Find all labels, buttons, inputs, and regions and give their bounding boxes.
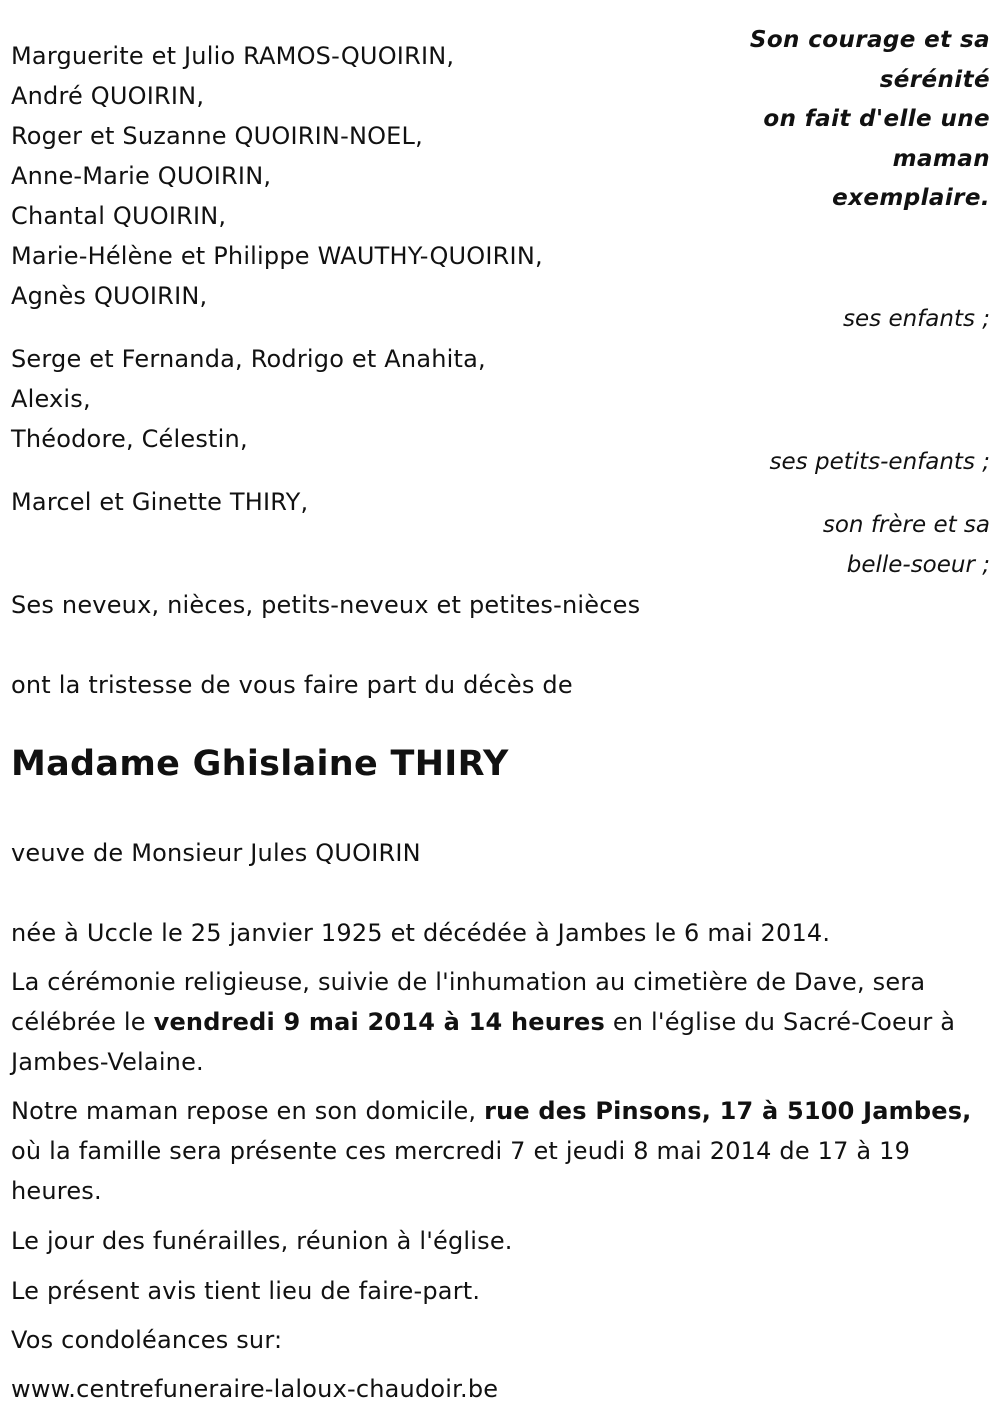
child-line: Marie-Hélène et Philippe WAUTHY-QUOIRIN, [11,242,543,270]
sibling-line: Marcel et Ginette THIRY, [11,488,309,516]
notice: Le présent avis tient lieu de faire-part. [11,1277,481,1305]
grandchildren-list [11,339,486,459]
rest-text-after: où la famille sera présente ces mercredi 7 et jeudi 8 mai 2014 de 17 à 19 heures. [11,1137,911,1205]
announcement: ont la tristesse de vous faire part du décès de [11,671,573,699]
child-line: Anne-Marie QUOIRIN, [11,162,272,190]
sibling-relation-1: son frère et sa [822,512,990,538]
grandchild-line: Théodore, Célestin, [11,425,248,453]
ceremony-text-after: en l'église du Sacré-Coeur à Jambes-Velaine. [11,1008,956,1076]
nephews-line: Ses neveux, nièces, petits-neveux et petites-nièces [11,591,641,619]
sibling-relation-2: belle-soeur ; [846,552,990,578]
child-line: Marguerite et Julio RAMOS-QUOIRIN, [11,42,455,70]
quote-block [690,21,990,219]
funeral-day: Le jour des funérailles, réunion à l'église. [11,1227,513,1255]
quote-line: Son courage et sa [749,27,990,53]
grandchildren-relation: ses petits-enfants ; [769,449,990,475]
birth-death: née à Uccle le 25 janvier 1925 et décédée à Jambes le 6 mai 2014. [11,919,831,947]
ceremony-date: vendredi 9 mai 2014 à 14 heures [153,1008,606,1036]
child-line: Agnès QUOIRIN, [11,282,208,310]
grandchild-line: Alexis, [11,385,91,413]
ceremony-paragraph [11,962,991,1082]
quote-line: maman [892,145,990,172]
deceased-name: Madame Ghislaine THIRY [11,744,509,784]
rest-address: rue des Pinsons, 17 à 5100 Jambes, [484,1097,972,1125]
children-relation: ses enfants ; [843,306,990,332]
rest-paragraph [11,1091,991,1211]
children-list [11,36,543,316]
grandchild-line: Serge et Fernanda, Rodrigo et Anahita, [11,345,486,373]
quote-line: sérénité [879,66,990,93]
rest-text-before: Notre maman repose en son domicile, [11,1097,485,1125]
child-line: Chantal QUOIRIN, [11,202,227,230]
widow-of: veuve de Monsieur Jules QUOIRIN [11,839,421,867]
child-line: André QUOIRIN, [11,82,205,110]
ceremony-text-before: La cérémonie religieuse, suivie de l'inhumation au cimetière de Dave, sera célébrée le [11,968,926,1036]
quote-line: exemplaire. [832,185,990,211]
child-line: Roger et Suzanne QUOIRIN-NOEL, [11,122,423,150]
quote-line: on fait d'elle une [763,106,990,132]
website-link[interactable]: www.centrefuneraire-laloux-chaudoir.be [11,1375,499,1403]
condolences-label: Vos condoléances sur: [11,1326,283,1354]
